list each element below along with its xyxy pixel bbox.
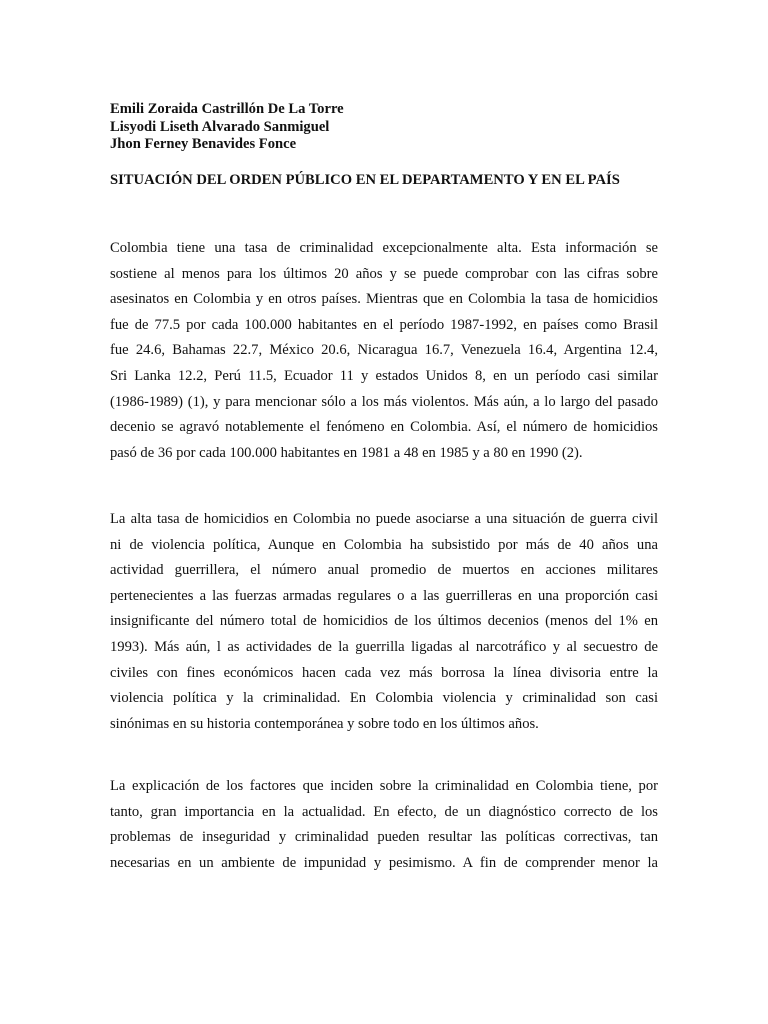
text-line: 1993). Más aún, l as actividades de la guerrilla ligadas al narcotráfico y al secuestro de bbox=[110, 638, 658, 655]
text-line: fue 24.6, Bahamas 22.7, México 20.6, Nicaragua 16.7, Venezuela 16.4, Argentina 12.4, bbox=[110, 342, 658, 359]
text-line: decenio se agravó notablemente el fenómeno en Colombia. Así, el número de homicidios bbox=[110, 419, 658, 436]
body-paragraph bbox=[110, 236, 658, 466]
author-list bbox=[110, 101, 670, 154]
text-line: pertenecientes a las fuerzas armadas regulares o a las guerrilleras en una proporción casi bbox=[110, 587, 658, 604]
document-title: SITUACIÓN DEL ORDEN PÚBLICO EN EL DEPARTAMENTO Y EN EL PAÍS bbox=[110, 172, 620, 188]
text-line: asesinatos en Colombia y en otros países. Mientras que en Colombia la tasa de homicidios bbox=[110, 291, 658, 308]
body-paragraph bbox=[110, 774, 658, 876]
text-line: violencia política y la criminalidad. En Colombia violencia y criminalidad son casi bbox=[110, 690, 658, 707]
text-line: problemas de inseguridad y criminalidad pueden resultar las políticas correctivas, tan bbox=[110, 829, 658, 846]
body-paragraph bbox=[110, 507, 658, 737]
text-line: La alta tasa de homicidios en Colombia no puede asociarse a una situación de guerra civil bbox=[110, 511, 658, 527]
author-name: Emili Zoraida Castrillón De La Torre bbox=[110, 101, 344, 117]
text-line: Colombia tiene una tasa de criminalidad excepcionalmente alta. Esta información se bbox=[110, 240, 658, 256]
text-line: insignificante del número total de homicidios de los últimos decenios (menos del 1% en bbox=[110, 613, 658, 630]
text-line: fue de 77.5 por cada 100.000 habitantes en el período 1987-1992, en países como Brasil bbox=[110, 316, 658, 333]
author-name: Lisyodi Liseth Alvarado Sanmiguel bbox=[110, 118, 330, 135]
text-line: (1986-1989) (1), y para mencionar sólo a los más violentos. Más aún, a lo largo del pasado bbox=[110, 393, 658, 410]
text-line: ni de violencia política, Aunque en Colombia ha subsistido por más de 40 años una bbox=[110, 536, 658, 553]
text-line: sostiene al menos para los últimos 20 años y se puede comprobar con las cifras sobre bbox=[110, 265, 658, 282]
text-line: sinónimas en su historia contemporánea y sobre todo en los últimos años. bbox=[110, 715, 539, 732]
text-line: civiles con fines económicos hacen cada vez más borrosa la línea divisoria entre la bbox=[110, 664, 658, 681]
author-name: Jhon Ferney Benavides Fonce bbox=[110, 136, 297, 152]
text-line: pasó de 36 por cada 100.000 habitantes en 1981 a 48 en 1985 y a 80 en 1990 (2). bbox=[110, 444, 583, 461]
text-line: Sri Lanka 12.2, Perú 11.5, Ecuador 11 y estados Unidos 8, en un período casi similar bbox=[110, 367, 658, 384]
text-line: necesarias en un ambiente de impunidad y pesimismo. A fin de comprender menor la bbox=[110, 854, 658, 871]
text-line: La explicación de los factores que inciden sobre la criminalidad en Colombia tiene, por bbox=[110, 778, 658, 794]
text-line: actividad guerrillera, el número anual promedio de muertos en acciones militares bbox=[110, 562, 658, 579]
text-line: tanto, gran importancia en la actualidad. En efecto, de un diagnóstico correcto de los bbox=[110, 803, 658, 820]
